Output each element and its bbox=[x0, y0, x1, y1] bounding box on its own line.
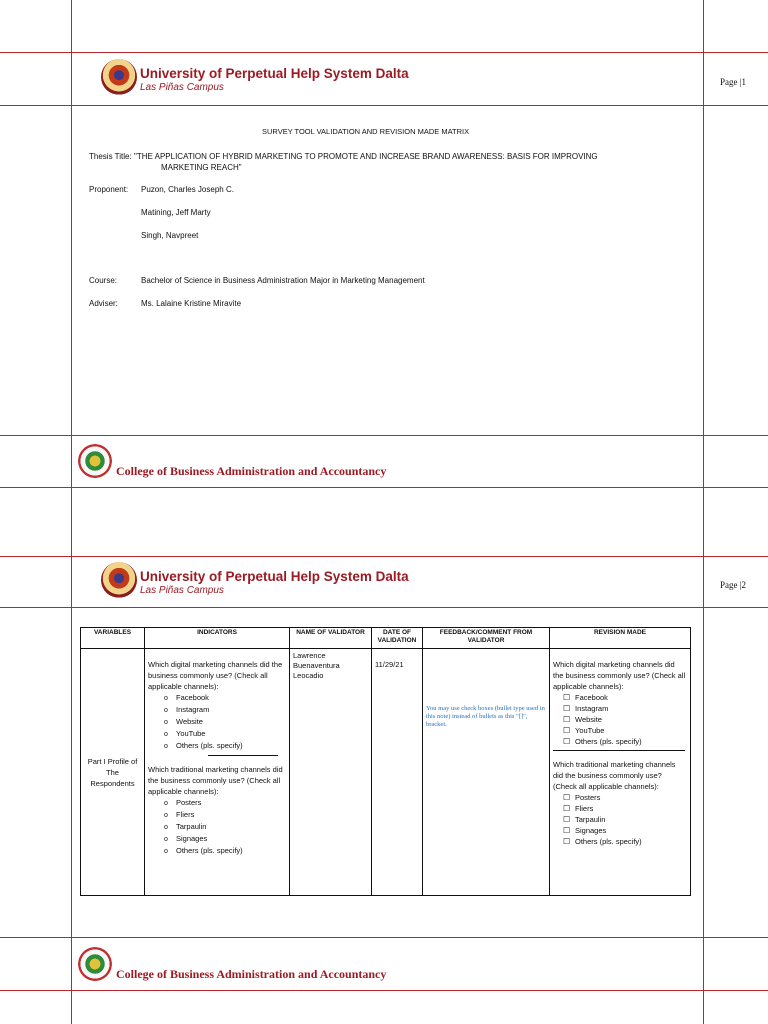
page-number: Page |2 bbox=[720, 580, 747, 590]
university-name: University of Perpetual Help System Dalta bbox=[140, 569, 409, 584]
campus-name: Las Piñas Campus bbox=[140, 82, 224, 93]
page1-header-top-line bbox=[0, 52, 768, 53]
list-item: ☐ Website bbox=[563, 714, 687, 725]
validator-name: Lawrence Buenaventura Leocadio bbox=[293, 651, 340, 680]
revised-traditional-list bbox=[563, 792, 687, 847]
header-revision: REVISION MADE bbox=[550, 628, 691, 649]
header-date: DATE OF VALIDATION bbox=[372, 628, 423, 649]
campus-name: Las Piñas Campus bbox=[140, 585, 224, 596]
list-item: ☐ Posters bbox=[563, 792, 687, 803]
list-item: ☐ YouTube bbox=[563, 725, 687, 736]
list-item: o Instagram bbox=[164, 704, 286, 716]
adviser-value: Ms. Lalaine Kristine Miravite bbox=[141, 299, 242, 308]
header-variables: VARIABLES bbox=[81, 628, 145, 649]
proponent-label: Proponent: bbox=[89, 185, 129, 194]
proponent-3: Singh, Navpreet bbox=[141, 231, 199, 240]
page1-footer-bottom-line bbox=[0, 487, 768, 488]
traditional-channel-list bbox=[164, 797, 286, 857]
college-seal-logo bbox=[78, 947, 112, 981]
list-item: o Others (pls. specify) bbox=[164, 845, 286, 857]
list-item: ☐ Instagram bbox=[563, 703, 687, 714]
college-name: College of Business Administration and Accountancy bbox=[116, 464, 387, 478]
list-item: o Fliers bbox=[164, 809, 286, 821]
college-name: College of Business Administration and Accountancy bbox=[116, 967, 387, 981]
thesis-title-line1: "THE APPLICATION OF HYBRID MARKETING TO PROMOTE AND INCREASE BRAND AWARENESS: BASIS FOR IMPROVING bbox=[134, 152, 598, 161]
university-seal-logo bbox=[101, 59, 137, 95]
right-margin-line bbox=[703, 0, 704, 1024]
list-item: o Signages bbox=[164, 833, 286, 845]
variable-cell bbox=[81, 649, 145, 896]
revised-question-traditional: Which traditional marketing channels did the business commonly use? (Check all applicable channels): bbox=[553, 760, 676, 791]
list-item: ☐ Facebook bbox=[563, 692, 687, 703]
thesis-title-line2: MARKETING REACH" bbox=[161, 163, 242, 172]
page1-header-bottom-line bbox=[0, 105, 768, 106]
validation-matrix-table bbox=[80, 627, 691, 896]
indicators-cell bbox=[145, 649, 290, 896]
page2-footer-top-line bbox=[0, 937, 768, 938]
list-item: o Posters bbox=[164, 797, 286, 809]
list-item: o Facebook bbox=[164, 692, 286, 704]
page2-header-top-line bbox=[0, 556, 768, 557]
header-indicators: INDICATORS bbox=[145, 628, 290, 649]
list-item: ☐ Others (pls. specify) bbox=[563, 836, 687, 847]
question-traditional: Which traditional marketing channels did the business commonly use? (Check all applicable channels): bbox=[148, 765, 283, 796]
page-number: Page |1 bbox=[720, 77, 747, 87]
proponent-1: Puzon, Charles Joseph C. bbox=[141, 185, 234, 194]
digital-channel-list bbox=[164, 692, 286, 752]
course-label: Course: bbox=[89, 276, 118, 285]
list-item: o YouTube bbox=[164, 728, 286, 740]
validator-cell bbox=[290, 649, 372, 896]
document-title: SURVEY TOOL VALIDATION AND REVISION MADE MATRIX bbox=[262, 127, 470, 136]
course-value: Bachelor of Science in Business Administration Major in Marketing Management bbox=[141, 276, 425, 285]
date-cell bbox=[372, 649, 423, 896]
list-item: ☐ Signages bbox=[563, 825, 687, 836]
college-seal-logo bbox=[78, 444, 112, 478]
header-feedback: FEEDBACK/COMMENT FROM VALIDATOR bbox=[423, 628, 550, 649]
question-digital: Which digital marketing channels did the business commonly use? (Check all applicable channels): bbox=[148, 660, 283, 691]
revised-digital-list bbox=[563, 692, 687, 747]
proponent-2: Matining, Jeff Marty bbox=[141, 208, 211, 217]
separator-line bbox=[553, 750, 685, 751]
page2-footer-bottom-line bbox=[0, 990, 768, 991]
revised-question-digital: Which digital marketing channels did the business commonly use? (Check all applicable channels): bbox=[553, 660, 686, 691]
page2-header-bottom-line bbox=[0, 607, 768, 608]
header-validator: NAME OF VALIDATOR bbox=[290, 628, 372, 649]
table-header-row bbox=[81, 628, 691, 649]
thesis-title-label: Thesis Title: bbox=[89, 152, 132, 161]
page1-footer-top-line bbox=[0, 435, 768, 436]
list-item: o Website bbox=[164, 716, 286, 728]
table-row bbox=[81, 649, 691, 896]
validator-feedback: You may use check boxes (bullet type used in this note) instead of bullets as this "[]", bracket. bbox=[426, 705, 545, 728]
list-item: o Others (pls. specify) bbox=[164, 740, 286, 752]
list-item: ☐ Tarpaulin bbox=[563, 814, 687, 825]
list-item: o Tarpaulin bbox=[164, 821, 286, 833]
left-margin-line bbox=[71, 0, 72, 1024]
list-item: ☐ Fliers bbox=[563, 803, 687, 814]
feedback-cell bbox=[423, 649, 550, 896]
list-item: ☐ Others (pls. specify) bbox=[563, 736, 687, 747]
university-name: University of Perpetual Help System Dalta bbox=[140, 66, 409, 81]
university-seal-logo bbox=[101, 562, 137, 598]
validation-date: 11/29/21 bbox=[375, 660, 404, 669]
separator-line bbox=[208, 755, 278, 756]
adviser-label: Adviser: bbox=[89, 299, 118, 308]
variable-text: Part I Profile of The Respondents bbox=[87, 756, 138, 788]
revision-cell bbox=[550, 649, 691, 896]
